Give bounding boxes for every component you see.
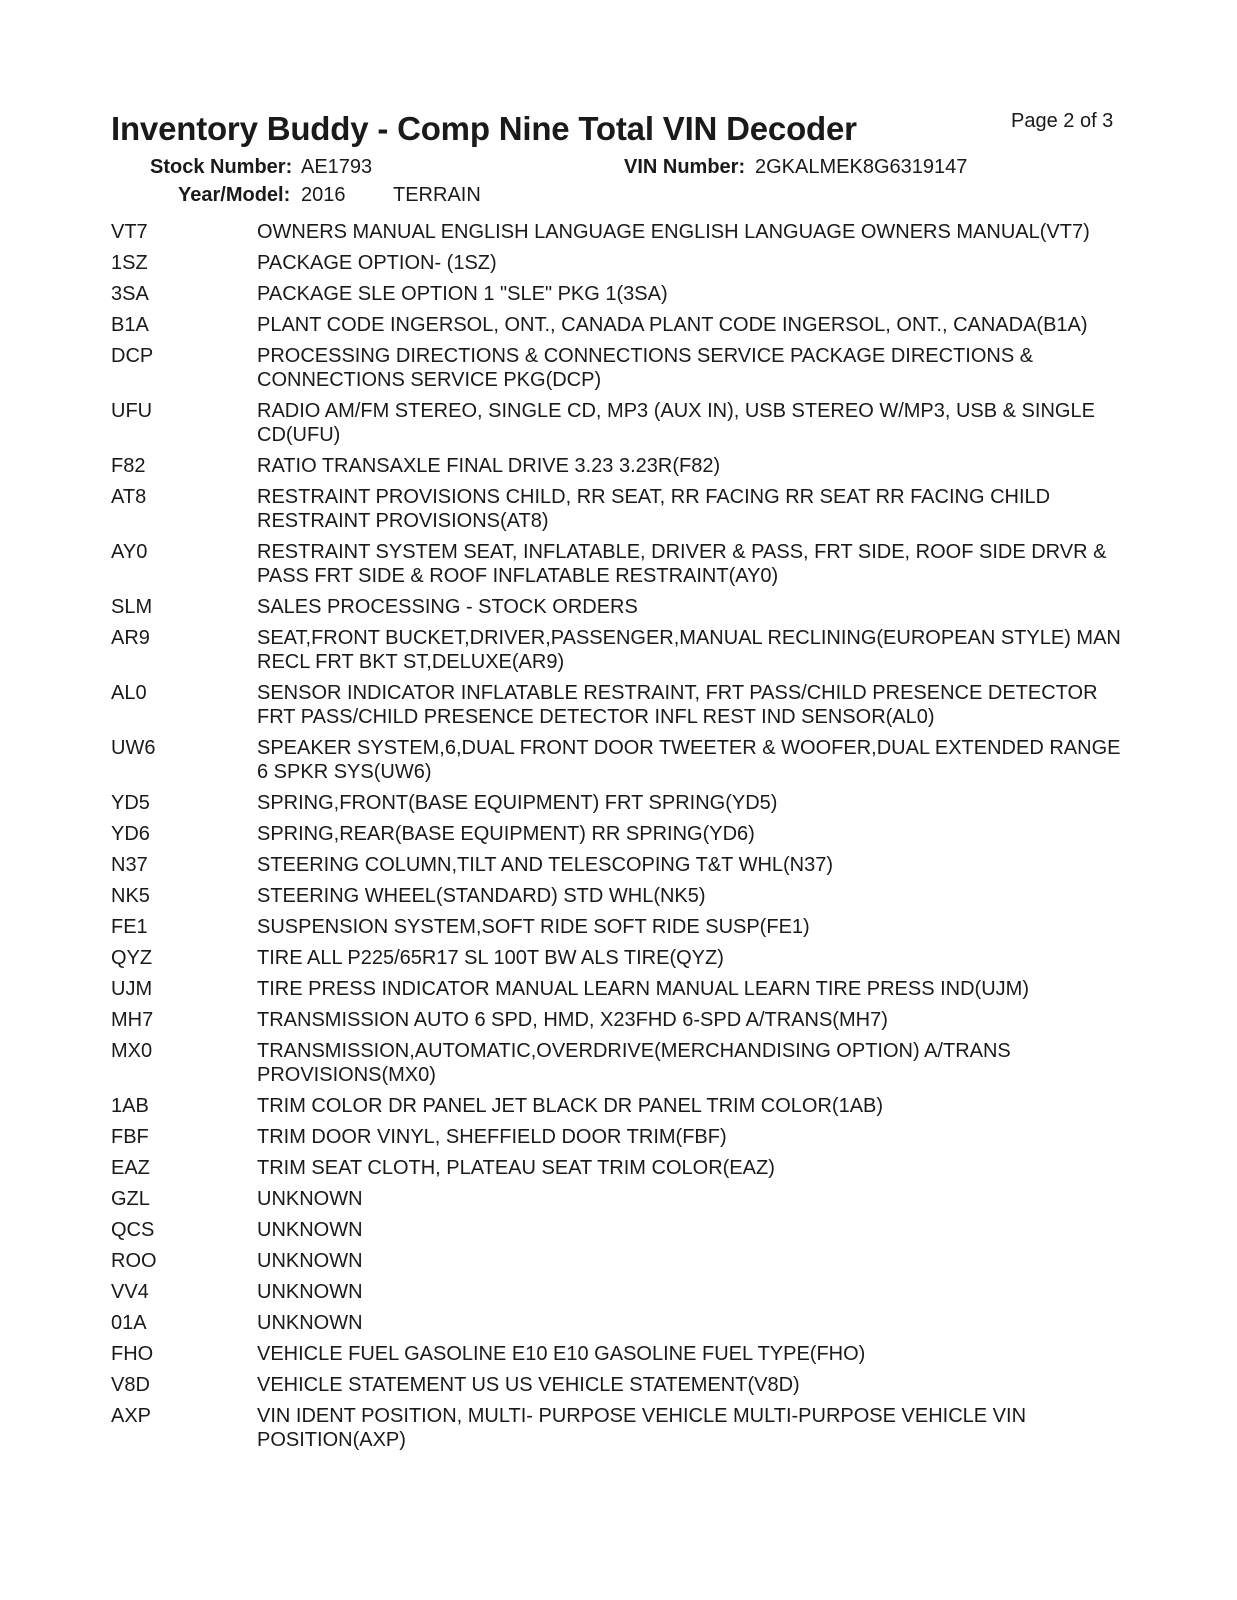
option-row	[111, 485, 1121, 540]
option-description: TRIM DOOR VINYL, SHEFFIELD DOOR TRIM(FBF)	[257, 1126, 727, 1148]
option-description: TRANSMISSION,AUTOMATIC,OVERDRIVE(MERCHANDISING OPTION) A/TRANS PROVISIONS(MX0)	[257, 1040, 1011, 1086]
option-description: PACKAGE OPTION- (1SZ)	[257, 252, 497, 274]
year-model-label-text: Year/Model:	[178, 184, 291, 206]
option-code: NK5	[111, 885, 150, 907]
option-code: UW6	[111, 737, 156, 759]
option-description: VEHICLE FUEL GASOLINE E10 E10 GASOLINE FUEL TYPE(FHO)	[257, 1343, 866, 1365]
option-row	[111, 1094, 1121, 1125]
option-description: VIN IDENT POSITION, MULTI- PURPOSE VEHICLE MULTI-PURPOSE VEHICLE VIN POSITION(AXP)	[257, 1405, 1027, 1451]
option-row	[111, 681, 1121, 736]
option-description: VEHICLE STATEMENT US US VEHICLE STATEMENT(V8D)	[257, 1374, 800, 1396]
page-number: Page 2 of 3	[1011, 110, 1114, 132]
option-row	[111, 1125, 1121, 1156]
option-description: TIRE PRESS INDICATOR MANUAL LEARN MANUAL LEARN TIRE PRESS IND(UJM)	[257, 978, 1029, 1000]
vin-number-label	[624, 156, 745, 179]
option-description: SPRING,REAR(BASE EQUIPMENT) RR SPRING(YD6)	[257, 823, 755, 845]
option-description: STEERING WHEEL(STANDARD) STD WHL(NK5)	[257, 885, 706, 907]
option-code: B1A	[111, 314, 149, 336]
option-description: PROCESSING DIRECTIONS & CONNECTIONS SERVICE PACKAGE DIRECTIONS & CONNECTIONS SERVICE PKG(DCP)	[257, 345, 1034, 391]
model-value: TERRAIN	[393, 184, 481, 206]
option-row	[111, 1008, 1121, 1039]
option-code: EAZ	[111, 1157, 150, 1179]
option-row	[111, 1039, 1121, 1094]
option-code: QYZ	[111, 947, 153, 969]
option-description: RADIO AM/FM STEREO, SINGLE CD, MP3 (AUX IN), USB STEREO W/MP3, USB & SINGLE CD(UFU)	[257, 400, 1095, 446]
option-row	[111, 282, 1121, 313]
option-code: N37	[111, 854, 148, 876]
option-description: SENSOR INDICATOR INFLATABLE RESTRAINT, FRT PASS/CHILD PRESENCE DETECTOR FRT PASS/CHILD PRESENCE DETECTOR INFL REST IND SENSOR(AL0)	[257, 682, 1098, 728]
option-description: SPEAKER SYSTEM,6,DUAL FRONT DOOR TWEETER & WOOFER,DUAL EXTENDED RANGE 6 SPKR SYS(UW6)	[257, 737, 1121, 783]
option-row	[111, 822, 1121, 853]
option-row	[111, 595, 1121, 626]
option-row	[111, 1373, 1121, 1404]
option-row	[111, 1218, 1121, 1249]
option-code: AXP	[111, 1405, 152, 1427]
option-row	[111, 977, 1121, 1008]
option-code: VT7	[111, 221, 148, 243]
option-description: TRIM SEAT CLOTH, PLATEAU SEAT TRIM COLOR(EAZ)	[257, 1157, 775, 1179]
option-code: 1SZ	[111, 252, 148, 274]
option-description: TRIM COLOR DR PANEL JET BLACK DR PANEL TRIM COLOR(1AB)	[257, 1095, 884, 1117]
option-code: FBF	[111, 1126, 149, 1148]
option-code: MX0	[111, 1040, 153, 1062]
option-description: SPRING,FRONT(BASE EQUIPMENT) FRT SPRING(YD5)	[257, 792, 778, 814]
option-description: UNKNOWN	[257, 1188, 363, 1210]
option-description: STEERING COLUMN,TILT AND TELESCOPING T&T WHL(N37)	[257, 854, 834, 876]
option-code: UFU	[111, 400, 153, 422]
option-row	[111, 220, 1121, 251]
option-row	[111, 313, 1121, 344]
option-code: AT8	[111, 486, 147, 508]
option-code: FHO	[111, 1343, 154, 1365]
stock-number-label	[150, 156, 292, 179]
option-row	[111, 626, 1121, 681]
vin-number-label-text: VIN Number:	[624, 156, 746, 178]
option-row	[111, 853, 1121, 884]
option-row	[111, 1249, 1121, 1280]
option-row	[111, 1187, 1121, 1218]
option-description: RESTRAINT PROVISIONS CHILD, RR SEAT, RR FACING RR SEAT RR FACING CHILD RESTRAINT PROVISIONS(AT8)	[257, 486, 1051, 532]
option-description: TIRE ALL P225/65R17 SL 100T BW ALS TIRE(QYZ)	[257, 947, 724, 969]
year-model-label	[178, 184, 290, 207]
option-code: QCS	[111, 1219, 155, 1241]
year-value: 2016	[301, 184, 346, 206]
document-title: Inventory Buddy - Comp Nine Total VIN Decoder	[111, 110, 857, 147]
option-row	[111, 1404, 1121, 1459]
option-row	[111, 399, 1121, 454]
option-row	[111, 251, 1121, 282]
option-description: SEAT,FRONT BUCKET,DRIVER,PASSENGER,MANUAL RECLINING(EUROPEAN STYLE) MAN RECL FRT BKT ST,DELUXE(AR9)	[257, 627, 1121, 673]
option-description: RESTRAINT SYSTEM SEAT, INFLATABLE, DRIVER & PASS, FRT SIDE, ROOF SIDE DRVR & PASS FRT SIDE & ROOF INFLATABLE RESTRAINT(AY0)	[257, 541, 1107, 587]
option-row	[111, 344, 1121, 399]
option-description: TRANSMISSION AUTO 6 SPD, HMD, X23FHD 6-SPD A/TRANS(MH7)	[257, 1009, 888, 1031]
option-row	[111, 946, 1121, 977]
option-list	[111, 220, 1121, 1459]
stock-number-value: AE1793	[301, 156, 373, 178]
option-code: FE1	[111, 916, 148, 938]
option-description: UNKNOWN	[257, 1219, 363, 1241]
option-code: F82	[111, 455, 146, 477]
option-code: YD5	[111, 792, 150, 814]
option-row	[111, 736, 1121, 791]
option-code: SLM	[111, 596, 153, 618]
option-description: UNKNOWN	[257, 1281, 363, 1303]
option-code: 01A	[111, 1312, 147, 1334]
option-code: DCP	[111, 345, 154, 367]
option-row	[111, 1342, 1121, 1373]
option-description: OWNERS MANUAL ENGLISH LANGUAGE ENGLISH LANGUAGE OWNERS MANUAL(VT7)	[257, 221, 1090, 243]
option-description: SALES PROCESSING - STOCK ORDERS	[257, 596, 638, 618]
option-row	[111, 1280, 1121, 1311]
option-row	[111, 1311, 1121, 1342]
option-description: UNKNOWN	[257, 1250, 363, 1272]
option-code: UJM	[111, 978, 153, 1000]
option-row	[111, 454, 1121, 485]
stock-number-label-text: Stock Number:	[150, 156, 293, 178]
vin-number-value: 2GKALMEK8G6319147	[755, 156, 968, 178]
option-code: AR9	[111, 627, 150, 649]
option-row	[111, 540, 1121, 595]
option-description: PLANT CODE INGERSOL, ONT., CANADA PLANT CODE INGERSOL, ONT., CANADA(B1A)	[257, 314, 1088, 336]
option-row	[111, 884, 1121, 915]
option-code: GZL	[111, 1188, 150, 1210]
option-code: MH7	[111, 1009, 154, 1031]
option-description: RATIO TRANSAXLE FINAL DRIVE 3.23 3.23R(F82)	[257, 455, 721, 477]
option-code: VV4	[111, 1281, 149, 1303]
option-code: V8D	[111, 1374, 150, 1396]
option-description: PACKAGE SLE OPTION 1 "SLE" PKG 1(3SA)	[257, 283, 668, 305]
option-code: ROO	[111, 1250, 157, 1272]
option-code: 3SA	[111, 283, 149, 305]
option-description: SUSPENSION SYSTEM,SOFT RIDE SOFT RIDE SUSP(FE1)	[257, 916, 810, 938]
option-row	[111, 791, 1121, 822]
option-code: YD6	[111, 823, 150, 845]
option-code: AY0	[111, 541, 148, 563]
option-code: AL0	[111, 682, 147, 704]
option-description: UNKNOWN	[257, 1312, 363, 1334]
option-row	[111, 1156, 1121, 1187]
option-row	[111, 915, 1121, 946]
option-code: 1AB	[111, 1095, 149, 1117]
